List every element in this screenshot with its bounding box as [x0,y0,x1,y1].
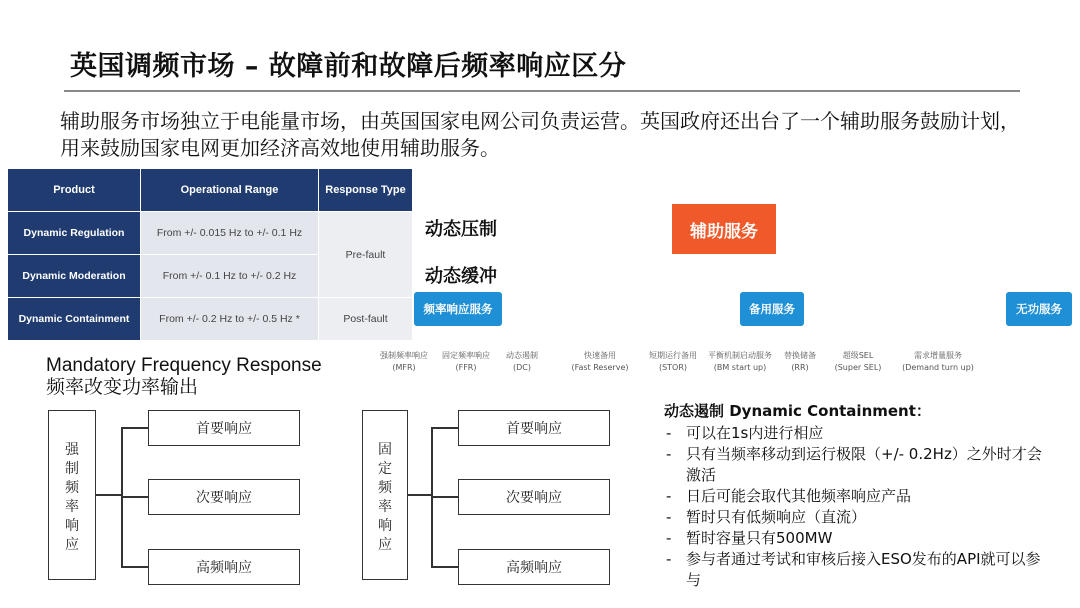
header-response-type: Response Type [319,169,413,212]
mfr-root-label: 强 制 频 率 响 应 [65,442,79,553]
list-item: - 暂时只有低频响应（直流） [664,507,1044,528]
primary-response-box: 首要响应 [458,410,610,446]
service-sub-item: 快速备用 (Fast Reserve) [571,351,629,372]
list-item: - 只有当频率移动到运行极限（+/- 0.2Hz）之外时才会激活 [664,444,1044,486]
dynamic-suppression-label: 动态压制 [425,219,497,240]
product-name: Dynamic Containment [8,298,141,341]
response-type-postfault: Post-fault [319,298,413,341]
header-product: Product [8,169,141,212]
service-sub-item: 固定频率响应 (FFR) [442,351,490,372]
mfr-heading [46,355,322,399]
primary-response-box: 首要响应 [148,410,300,446]
high-frequency-response-box: 高频响应 [458,549,610,585]
title-divider [64,90,1020,92]
mfr-title-cn: 频率改变功率输出 [46,377,199,398]
dc-title: 动态遏制 Dynamic Containment： [664,402,931,420]
product-name: Dynamic Moderation [8,255,141,298]
service-sub-item: 动态遏制 (DC) [506,351,538,372]
connector-line [96,494,122,496]
response-type-prefault: Pre-fault [319,212,413,298]
list-item: - 日后可能会取代其他频率响应产品 [664,486,1044,507]
secondary-response-box: 次要响应 [458,479,610,515]
frequency-response-services-box: 频率响应服务 [414,292,502,326]
intro-text: 辅助服务市场独立于电能量市场，由英国国家电网公司负责运营。英国政府还出台了一个辅助服务鼓励计划，用来鼓励国家电网更加经济高效地使用辅助服务。 [60,109,1020,160]
ffr-root-box [362,410,408,580]
list-item: - 参与者通过考试和审核后接入ESO发布的API就可以参与 [664,549,1044,591]
header-operational-range: Operational Range [141,169,319,212]
reactive-services-box: 无功服务 [1006,292,1072,326]
product-range: From +/- 0.015 Hz to +/- 0.1 Hz [141,212,319,255]
service-sub-item: 强制频率响应 (MFR) [380,351,428,372]
connector-line [431,496,458,498]
connector-line [408,494,432,496]
product-range: From +/- 0.1 Hz to +/- 0.2 Hz [141,255,319,298]
table-row [8,212,413,255]
product-range: From +/- 0.2 Hz to +/- 0.5 Hz * [141,298,319,341]
page-title: 英国调频市场 – 故障前和故障后频率响应区分 [70,51,627,82]
mfr-title-en: Mandatory Frequency Response [46,355,322,376]
mfr-root-box [48,410,96,580]
ancillary-services-box: 辅助服务 [672,204,776,254]
dc-bullet-list [664,423,1044,591]
service-sub-item: 短期运行备用 (STOR) [649,351,697,372]
service-sub-item: 需求增量服务 (Demand turn up) [902,351,974,372]
dynamic-buffer-label: 动态缓冲 [425,266,497,287]
high-frequency-response-box: 高频响应 [148,549,300,585]
connector-line [121,566,148,568]
product-table [7,168,413,341]
list-item: - 暂时容量只有500MW [664,528,1044,549]
service-sub-item: 超级SEL (Super SEL) [834,351,882,372]
service-sub-item: 替换储备 (RR) [784,351,816,372]
connector-line [431,427,458,429]
table-row [8,298,413,341]
product-name: Dynamic Regulation [8,212,141,255]
list-item: - 可以在1s内进行相应 [664,423,1044,444]
connector-line [121,496,148,498]
ffr-root-label: 固 定 频 率 响 应 [378,442,392,553]
reserve-services-box: 备用服务 [740,292,804,326]
secondary-response-box: 次要响应 [148,479,300,515]
connector-line [431,566,458,568]
service-sub-item: 平衡机制启动服务 (BM start up) [708,351,772,372]
connector-line [121,427,148,429]
